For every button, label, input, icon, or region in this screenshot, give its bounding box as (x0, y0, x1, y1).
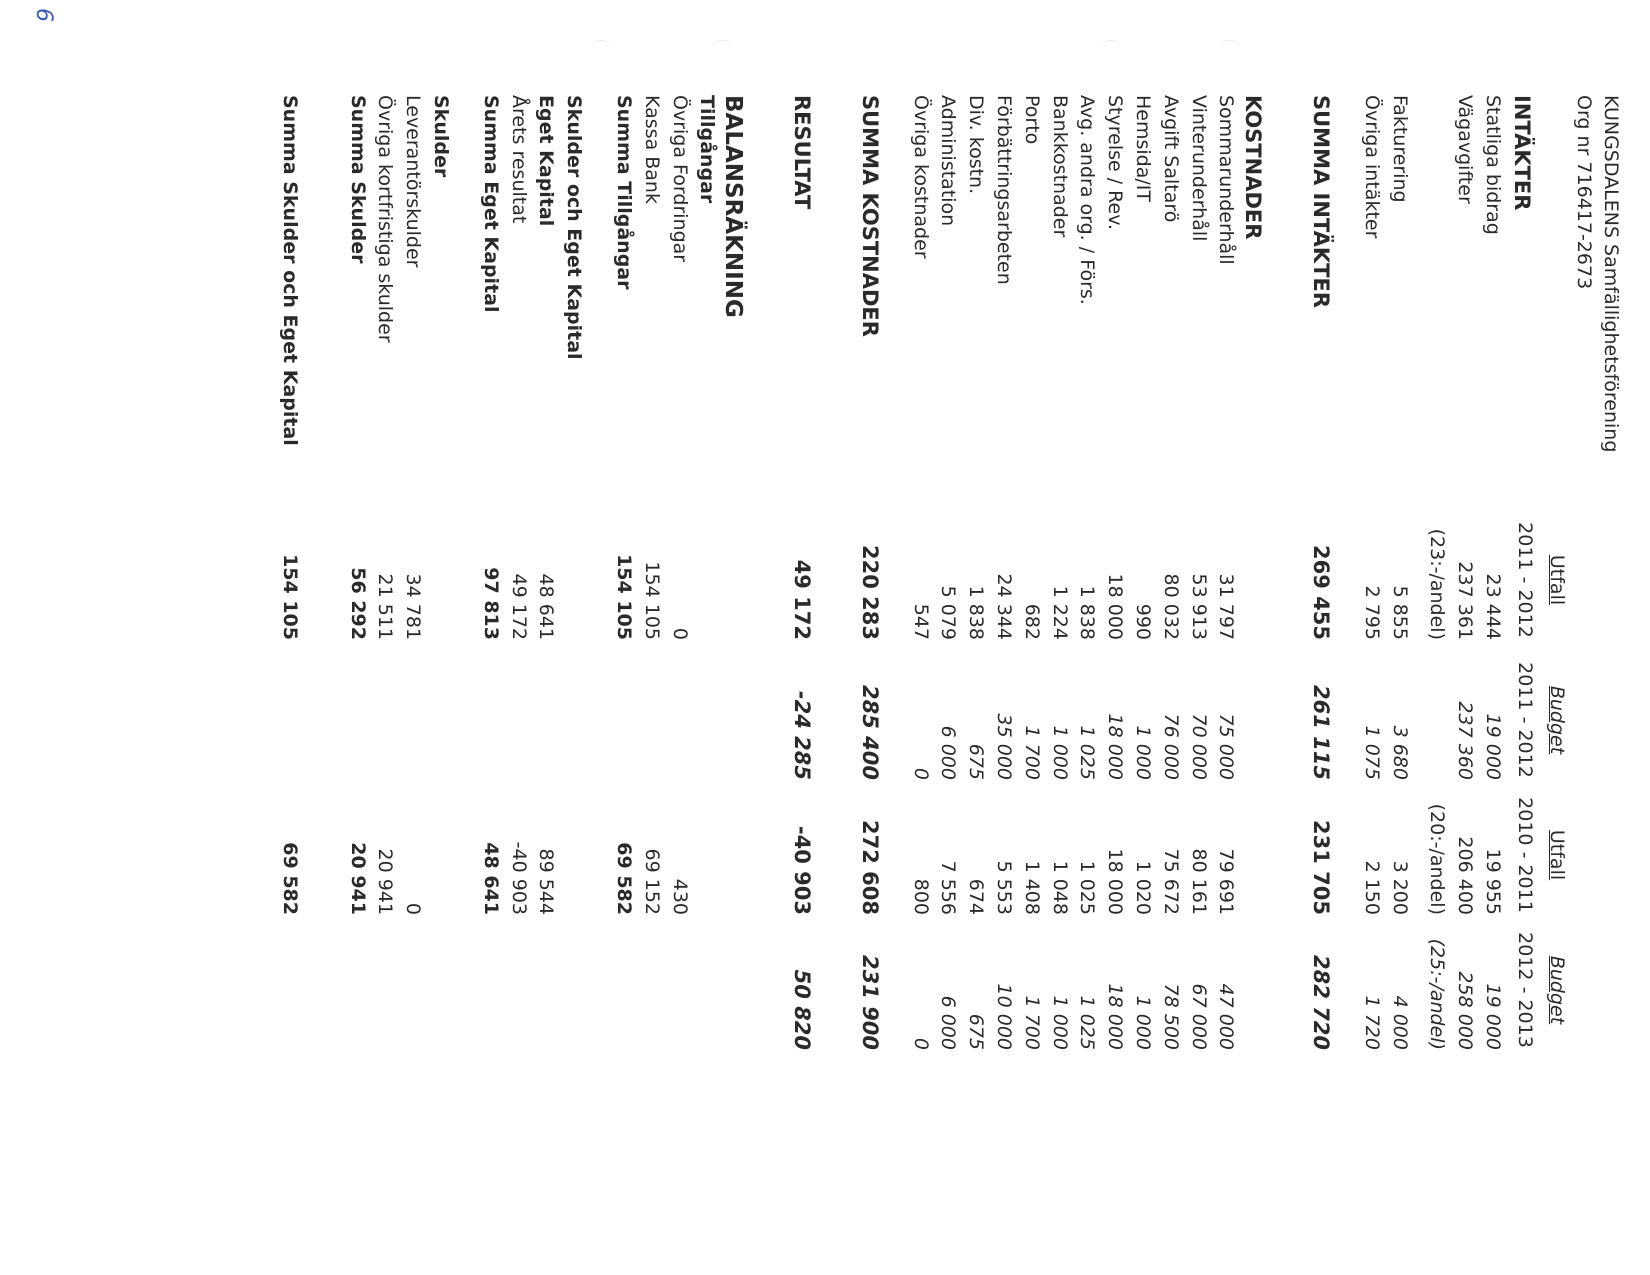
row-value-col-0: 1 224 (1048, 585, 1071, 640)
col-period-1: 2011 - 2012 (1514, 662, 1536, 778)
row-value-col-0: 49 172 (507, 573, 530, 640)
row-value-col-3: (25:-/andel) (1426, 938, 1449, 1050)
kostnader-rows (902, 95, 1236, 1195)
row-label: Statliga bidrag (1482, 95, 1504, 235)
balans-title-row (716, 95, 747, 1195)
row-value-col-0: 1 838 (965, 585, 988, 640)
row-value-col-2: 674 (965, 878, 988, 915)
eget-rows (500, 95, 528, 1195)
intakt-row (1353, 95, 1381, 1195)
row-value-col-3: 231 900 (857, 955, 882, 1050)
row-value-col-1: 3 680 (1388, 725, 1411, 780)
org-name: KUNGSDALENS Samfällighetsförening (1600, 95, 1622, 453)
eget-opening-col-2: 89 544 (535, 848, 558, 915)
row-label: Summa Tillgångar (613, 95, 636, 290)
col-period-3: 2012 - 2013 (1514, 932, 1536, 1048)
col-head-utfall-2010: Utfall (1546, 829, 1568, 881)
row-value-col-0: 21 511 (374, 573, 397, 640)
row-value-col-1: 35 000 (993, 713, 1016, 780)
row-value-col-2: 0 (402, 902, 425, 915)
row-value-col-3: 19 000 (1482, 983, 1504, 1050)
row-label: Avgift Saltarö (1159, 95, 1182, 223)
tillgang-row (661, 95, 689, 1195)
row-value-col-2: -40 903 (507, 841, 530, 915)
summa-total-row (271, 95, 299, 1195)
tillgangar-title: Tillgångar (696, 95, 719, 204)
row-value-col-0: 24 344 (993, 573, 1016, 640)
row-value-col-2: 80 161 (1187, 848, 1210, 915)
row-label: Summa Skulder (346, 95, 369, 264)
col-head-utfall-2011: Utfall (1546, 554, 1568, 606)
row-value-col-2: 20 941 (374, 848, 397, 915)
kostnad-row (1013, 95, 1041, 1195)
summa-intakter-row (1303, 95, 1334, 1195)
row-value-col-0: 682 (1020, 603, 1043, 640)
row-value-col-1: 18 000 (1104, 713, 1127, 780)
row-value-col-0: 31 797 (1215, 573, 1238, 640)
summa-eget-row (472, 95, 500, 1195)
row-value-col-2: (20:-/andel) (1426, 803, 1449, 915)
row-value-col-2: 5 553 (993, 860, 1016, 915)
tillgang-row (633, 95, 661, 1195)
row-value-col-0: 220 283 (857, 545, 882, 640)
row-value-col-0: 237 361 (1454, 561, 1477, 640)
row-value-col-0: 990 (1132, 603, 1155, 640)
row-value-col-2: 7 556 (937, 860, 960, 915)
row-value-col-2: 48 641 (479, 842, 502, 915)
row-label: Förbättringsarbeten (993, 95, 1016, 285)
row-value-col-0: 23 444 (1482, 573, 1504, 640)
row-value-col-1: 675 (965, 743, 988, 780)
row-value-col-2: 19 955 (1482, 848, 1504, 915)
row-value-col-3: 50 820 (790, 969, 815, 1050)
skulder-title: Skulder (430, 95, 453, 178)
row-value-col-1: -24 285 (790, 690, 815, 780)
row-value-col-1: 75 000 (1215, 713, 1238, 780)
row-value-col-2: 69 582 (278, 842, 301, 915)
row-value-col-2: 2 150 (1360, 860, 1383, 915)
row-value-col-0: 5 079 (937, 585, 960, 640)
intakt-row (1474, 95, 1502, 1195)
kostnad-row (1124, 95, 1155, 1195)
skulder-title-row (422, 95, 453, 1195)
row-value-col-2: -40 903 (790, 825, 815, 915)
row-value-col-1: 237 360 (1454, 701, 1477, 780)
row-value-col-3: 282 720 (1309, 955, 1334, 1050)
row-value-col-2: 75 672 (1159, 848, 1182, 915)
row-label: Övriga kostnader (909, 95, 932, 259)
row-value-col-3: 0 (909, 1037, 932, 1050)
row-value-col-3: 6 000 (937, 995, 960, 1050)
row-value-col-3: 1 720 (1360, 995, 1383, 1050)
kostnad-row (1041, 95, 1069, 1195)
skuld-row (395, 95, 423, 1195)
row-value-col-3: 10 000 (993, 983, 1016, 1050)
org-number: Org nr 716417-2673 (1573, 95, 1595, 290)
summa-tillgangar-row (605, 95, 636, 1195)
row-label: Övriga Fordringar (668, 95, 691, 263)
row-value-col-0: (23:-/andel) (1426, 528, 1449, 640)
row-value-col-2: 1 408 (1020, 860, 1043, 915)
summa-skulder-row (339, 95, 367, 1195)
row-value-col-0: 154 105 (613, 554, 636, 640)
row-value-col-0: 0 (668, 627, 691, 640)
row-label: SUMMA INTÄKTER (1309, 95, 1334, 308)
row-label: Bankkostnader (1048, 95, 1071, 238)
row-value-col-0: 97 813 (479, 567, 502, 640)
kostnad-row (1096, 95, 1127, 1195)
row-label: Fakturering (1388, 95, 1411, 203)
kostnad-row (985, 95, 1016, 1195)
intakt-row (1381, 95, 1409, 1195)
kostnader-title-row (1235, 95, 1266, 1195)
column-heads (1534, 95, 1566, 1195)
row-value-col-3: 1 025 (1076, 995, 1099, 1050)
row-value-col-3: 47 000 (1215, 983, 1238, 1050)
summa-kostnader-row (852, 95, 880, 1195)
tillgangar-rows (633, 95, 689, 1195)
section-title-intakter: INTÄKTER (1510, 95, 1534, 211)
row-label: Kassa Bank (640, 95, 663, 204)
row-value-col-0: 5 855 (1388, 585, 1411, 640)
row-label: Summa Skulder och Eget Kapital (278, 95, 301, 446)
row-label: Administation (937, 95, 960, 227)
row-value-col-0: 154 105 (278, 554, 301, 640)
eget-kapital-title-row (528, 95, 556, 1195)
resultat-row (784, 95, 815, 1195)
handwritten-mark: 6 (31, 8, 56, 22)
row-label: RESULTAT (790, 95, 815, 210)
section-title-balans: BALANSRÄKNING (720, 95, 747, 318)
row-value-col-0: 34 781 (402, 573, 425, 640)
row-value-col-3: 1 700 (1020, 995, 1043, 1050)
row-value-col-2: 20 941 (346, 842, 369, 915)
row-value-col-0: 53 913 (1187, 573, 1210, 640)
col-head-budget-2012: Budget (1546, 955, 1568, 1025)
row-value-col-1: 1 075 (1360, 725, 1383, 780)
row-value-col-2: 1 048 (1048, 860, 1071, 915)
row-value-col-1: 19 000 (1482, 713, 1504, 780)
kostnad-row (1208, 95, 1236, 1195)
row-value-col-2: 79 691 (1215, 848, 1238, 915)
row-value-col-3: 67 000 (1187, 983, 1210, 1050)
row-value-col-2: 1 025 (1076, 860, 1099, 915)
column-periods (1502, 95, 1534, 1195)
kostnad-row (957, 95, 988, 1195)
row-value-col-0: 269 455 (1309, 545, 1334, 640)
kostnad-row (930, 95, 958, 1195)
row-label: Avg. andra org. / Förs. (1076, 95, 1099, 305)
row-value-col-1: 285 400 (857, 685, 882, 780)
col-period-0: 2011 - 2012 (1514, 522, 1536, 638)
row-value-col-0: 56 292 (346, 567, 369, 640)
row-value-col-0: 154 105 (640, 561, 663, 640)
kostnad-row (902, 95, 930, 1195)
row-value-col-3: 1 000 (1048, 995, 1071, 1050)
skuld-row (367, 95, 395, 1195)
row-label: Styrelse / Rev. (1104, 95, 1127, 231)
row-label: Summa Eget Kapital (479, 95, 502, 313)
row-value-col-1: 70 000 (1187, 713, 1210, 780)
row-value-col-3: 675 (965, 1013, 988, 1050)
row-value-col-0: 80 032 (1159, 573, 1182, 640)
row-value-col-2: 206 400 (1454, 836, 1477, 915)
section-title-kostnader: KOSTNADER (1241, 95, 1266, 240)
intakt-row (1446, 95, 1477, 1195)
kostnad-row (1180, 95, 1208, 1195)
eget-kapital-title: Eget Kapital (535, 95, 558, 227)
skulder-rows (367, 95, 423, 1195)
financial-statement (271, 95, 1620, 1195)
row-value-col-3: 18 000 (1104, 983, 1127, 1050)
row-label: Div. kostn. (965, 95, 988, 195)
row-value-col-1: 1 000 (1132, 725, 1155, 780)
row-value-col-0: 18 000 (1104, 573, 1127, 640)
row-label: Leverantörskulder (402, 95, 425, 268)
intakt-row (1419, 95, 1447, 1195)
row-value-col-0: 547 (909, 603, 932, 640)
row-label: Övriga intäkter (1360, 95, 1383, 239)
row-label: Årets resultat (507, 95, 530, 224)
kostnad-row (1152, 95, 1180, 1195)
row-label: SUMMA KOSTNADER (857, 95, 882, 337)
row-value-col-3: 4 000 (1388, 995, 1411, 1050)
row-value-col-1: 6 000 (937, 725, 960, 780)
skulder-eget-title: Skulder och Eget Kapital (563, 95, 586, 360)
row-value-col-3: 78 500 (1159, 983, 1182, 1050)
row-value-col-0: 2 795 (1360, 585, 1383, 640)
row-label: Hemsida/IT (1132, 95, 1155, 202)
row-label: Övriga kortfristiga skulder (374, 95, 397, 343)
row-label: Sommarunderhåll (1215, 95, 1238, 265)
row-value-col-2: 1 020 (1132, 860, 1155, 915)
row-value-col-1: 76 000 (1159, 713, 1182, 780)
row-value-col-2: 69 152 (640, 848, 663, 915)
row-value-col-1: 0 (909, 767, 932, 780)
intakter-rows (1353, 95, 1502, 1195)
row-value-col-3: 258 000 (1454, 971, 1477, 1050)
row-value-col-2: 800 (909, 878, 932, 915)
row-value-col-3: 1 000 (1132, 995, 1155, 1050)
row-value-col-2: 3 200 (1388, 860, 1411, 915)
eget-row (500, 95, 528, 1195)
row-value-col-1: 1 700 (1020, 725, 1043, 780)
row-value-col-2: 430 (668, 878, 691, 915)
row-value-col-2: 69 582 (613, 842, 636, 915)
row-label: Vinterunderhåll (1187, 95, 1210, 242)
row-value-col-2: 272 608 (857, 820, 882, 915)
row-label: Vägavgifter (1454, 95, 1477, 204)
row-value-col-1: 1 025 (1076, 725, 1099, 780)
row-label: Porto (1020, 95, 1043, 145)
row-value-col-0: 49 172 (790, 559, 815, 640)
row-value-col-2: 231 705 (1309, 820, 1334, 915)
kostnad-row (1069, 95, 1097, 1195)
tillgangar-title-row (689, 95, 717, 1195)
row-value-col-2: 18 000 (1104, 848, 1127, 915)
row-value-col-1: 261 115 (1309, 685, 1334, 780)
eget-opening-col-0: 48 641 (535, 573, 558, 640)
col-head-budget-2011: Budget (1546, 685, 1568, 755)
row-value-col-0: 1 838 (1076, 585, 1099, 640)
skulder-eget-title-row (555, 95, 586, 1195)
row-value-col-1: 1 000 (1048, 725, 1071, 780)
col-period-2: 2010 - 2011 (1514, 797, 1536, 913)
